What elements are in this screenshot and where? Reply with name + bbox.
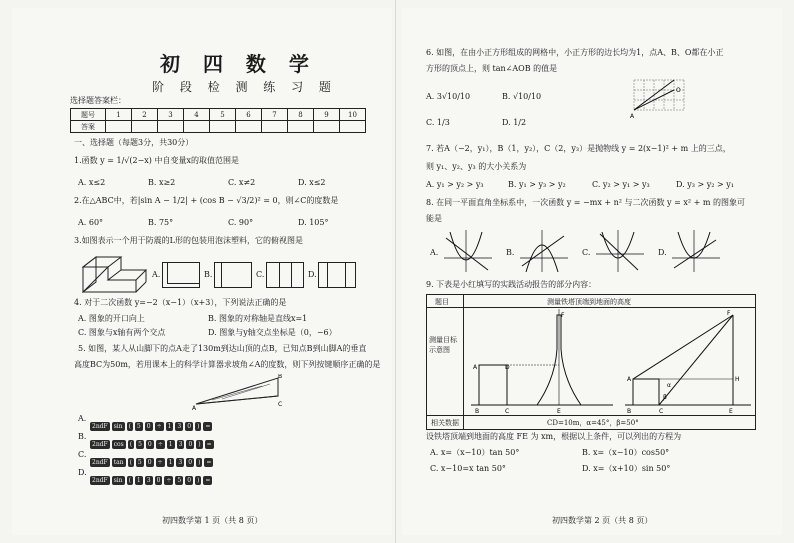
calc-key: 0 <box>147 459 152 466</box>
calc-key: ÷ <box>157 441 163 448</box>
q1-option-d: D. x≤2 <box>298 178 326 187</box>
calc-key: cos <box>113 441 124 448</box>
calc-key: 5 <box>177 477 182 484</box>
calc-key: = <box>205 423 211 430</box>
q8-graph-b <box>518 228 570 274</box>
page-1 <box>12 8 392 535</box>
tower-diagram <box>467 309 617 413</box>
calc-key: 3 <box>177 423 182 430</box>
answer-cell[interactable] <box>288 121 314 133</box>
calc-key: = <box>206 459 212 466</box>
q9-option-a: A. x=（x−10）tan 50° <box>430 448 520 457</box>
section-heading: 一、选择题（每题3分，共30分） <box>74 138 194 147</box>
answer-cell[interactable] <box>184 121 210 133</box>
q6-option-d: D. 1/2 <box>502 118 527 127</box>
question-3: 3.如图表示一个用于防震的L形的包装用泡沫塑料，它的俯视图是 <box>74 236 303 245</box>
svg-text:F: F <box>727 310 731 317</box>
calc-key: 2ndF <box>92 477 108 484</box>
q8-option-d: D. <box>658 248 667 257</box>
calc-key: ( <box>129 459 132 466</box>
question-4: 4. 对于二次函数 y=−2（x−1）（x+3），下列说法正确的是 <box>74 298 287 307</box>
svg-text:B: B <box>627 408 632 413</box>
calc-key: 3 <box>178 441 183 448</box>
q2-option-b: B. 75° <box>148 218 174 227</box>
calc-key: 5 <box>138 441 142 448</box>
calc-key: ) <box>197 423 200 430</box>
calc-key: 2ndF <box>92 459 108 466</box>
calc-key: ( <box>128 477 131 484</box>
q7-option-c: C. y₂ > y₁ > y₃ <box>592 180 650 189</box>
calc-key: 5 <box>137 459 142 466</box>
q2-option-c: C. 90° <box>228 218 254 227</box>
calc-key: 0 <box>187 423 192 430</box>
report-table <box>426 294 756 430</box>
svg-text:A: A <box>627 376 632 383</box>
answer-cell[interactable] <box>210 121 236 133</box>
calc-key: 0 <box>187 477 192 484</box>
svg-text:α: α <box>667 382 671 389</box>
answer-cell[interactable] <box>236 121 262 133</box>
q9-option-b: B. x=（x−10）cos50° <box>582 448 670 457</box>
page-divider <box>395 0 396 543</box>
question-1: 1.函数 y = 1/√(2−x) 中自变量x的取值范围是 <box>74 156 239 165</box>
calc-key: 1 <box>168 459 173 466</box>
svg-text:A: A <box>192 405 197 410</box>
q6-option-c: C. 1/3 <box>426 118 450 127</box>
q5-keys-d <box>90 467 214 486</box>
q5-option-b: B. <box>78 432 87 441</box>
svg-text:β: β <box>663 394 667 401</box>
page-subtitle: 阶 段 检 测 练 习 题 <box>152 80 337 94</box>
q5-option-d: D. <box>78 468 87 477</box>
q9-option-d: D. x=（x+10）sin 50° <box>582 464 671 473</box>
q3-option-c: C. <box>256 270 265 279</box>
answer-sheet-label: 选择题答案栏： <box>70 96 126 105</box>
grid-figure <box>630 76 690 120</box>
slope-figure <box>192 374 288 410</box>
answer-cell[interactable] <box>106 121 132 133</box>
q1-option-a: A. x≤2 <box>78 178 106 187</box>
answer-table-answer-row: 答案 <box>71 121 366 133</box>
calc-key: 1 <box>167 423 172 430</box>
calc-key: 2ndF <box>92 441 108 448</box>
svg-text:B: B <box>278 374 283 380</box>
calc-key: = <box>206 441 212 448</box>
svg-text:B: B <box>475 408 480 413</box>
q8-graph-d <box>670 228 722 274</box>
q5-keys-c <box>90 449 215 468</box>
q6-option-b: B. √10/10 <box>502 92 542 101</box>
q8-option-a: A. <box>430 248 439 257</box>
question-7-line2: 则 y₁、y₂、y₃ 的大小关系为 <box>426 162 527 171</box>
svg-text:F: F <box>561 312 565 319</box>
question-8-line1: 8. 在同一平面直角坐标系中，一次函数 y = −mx + n² 与二次函数 y = x² + m 的图象可 <box>426 198 746 207</box>
q3-figure-b <box>214 262 252 288</box>
q5-option-c: C. <box>78 450 87 459</box>
q6-option-a: A. 3√10/10 <box>426 92 471 101</box>
question-6-line1: 6. 如图，在由小正方形组成的网格中，小正方形的边长均为1，点A、B、O都在小正 <box>426 48 724 57</box>
question-7: 7. 若A（−2，y₁），B（1，y₂），C（2，y₃）是抛物线 y = 2(x−1)² + m 上的三点， <box>426 144 731 153</box>
answer-cell[interactable] <box>158 121 184 133</box>
q5-option-a: A. <box>78 414 87 423</box>
q4-option-a: A. 图象的开口向上 <box>78 314 145 323</box>
q8-option-b: B. <box>506 248 515 257</box>
q8-graph-a <box>442 228 494 274</box>
table-data: CD=10m，α=45°，β=50° <box>547 419 639 427</box>
q2-option-d: D. 105° <box>298 218 329 227</box>
question-5-line2: 高度BC为50m，若用课本上的科学计算器求坡角∠A的度数，则下列按键顺序正确的是 <box>74 360 381 369</box>
calc-key: 0 <box>146 423 151 430</box>
calc-key: 5 <box>136 423 141 430</box>
q9-option-c: C. x−10=x tan 50° <box>430 464 506 473</box>
svg-text:C: C <box>505 408 510 413</box>
calc-key: 0 <box>147 441 152 448</box>
q3-option-d: D. <box>308 270 317 279</box>
l-shape-figure <box>78 252 148 296</box>
table-diagram-label: 测量目标示意图 <box>429 336 457 354</box>
q7-option-a: A. y₁ > y₂ > y₃ <box>426 180 484 189</box>
calc-key: = <box>205 477 211 484</box>
q3-figure-a <box>162 262 200 288</box>
svg-text:O: O <box>676 87 681 94</box>
calc-key: 3 <box>146 477 151 484</box>
svg-text:A: A <box>630 113 635 120</box>
q4-option-d: D. 图象与y轴交点坐标是（0，−6） <box>208 328 337 337</box>
q2-option-a: A. 60° <box>78 218 104 227</box>
calc-key: ÷ <box>157 459 163 466</box>
svg-text:A: A <box>473 364 478 371</box>
svg-text:H: H <box>735 376 740 383</box>
q5-keys-b <box>90 431 216 450</box>
svg-text:D: D <box>505 364 510 371</box>
page-2 <box>402 8 782 535</box>
calc-key: ) <box>197 477 200 484</box>
q3-option-a: A. <box>152 270 161 279</box>
q8-option-c: C. <box>582 248 591 257</box>
answer-cell[interactable] <box>132 121 158 133</box>
q4-option-b: B. 图象的对称轴是直线x=1 <box>208 314 308 323</box>
q5-keys-a <box>90 413 214 432</box>
page-footer: 初四数学第 2 页（共 8 页） <box>552 516 653 525</box>
calc-key: ) <box>198 459 201 466</box>
page-footer: 初四数学第 1 页（共 8 页） <box>162 516 263 525</box>
calc-key: ( <box>129 441 133 448</box>
q7-option-d: D. y₃ > y₂ > y₁ <box>676 180 734 189</box>
calc-key: ( <box>128 423 131 430</box>
q4-option-c: C. 图象与x轴有两个交点 <box>78 328 166 337</box>
svg-text:C: C <box>278 401 283 408</box>
q1-option-c: C. x≠2 <box>228 178 256 187</box>
question-6-line2: 方形的顶点上，则 tan∠AOB 的值是 <box>426 64 558 73</box>
q3-option-b: B. <box>204 270 213 279</box>
question-2: 2.在△ABC中，若|sin A − 1/2| + (cos B − √3/2)² = 0，则∠C的度数是 <box>74 196 339 205</box>
answer-cell[interactable] <box>262 121 288 133</box>
page-title: 初 四 数 学 <box>160 52 317 76</box>
table-data-label: 相关数据 <box>431 419 459 427</box>
triangle-diagram <box>623 309 753 413</box>
question-9: 9. 下表是小红填写的实践活动报告的部分内容： <box>426 280 597 289</box>
calc-key: ÷ <box>166 477 172 484</box>
q3-figure-d <box>318 262 356 288</box>
calc-key: 2ndF <box>92 423 108 430</box>
answer-cell[interactable] <box>314 121 340 133</box>
q8-graph-c <box>594 228 646 274</box>
calc-key: ÷ <box>156 423 162 430</box>
calc-key: 1 <box>136 477 141 484</box>
calc-key: tan <box>113 459 124 466</box>
answer-table-header-row: 题号 1 2 3 4 5 6 7 8 9 10 <box>71 109 366 121</box>
calc-key: 1 <box>168 441 173 448</box>
calc-key: sin <box>113 423 123 430</box>
question-9-line2: 设铁塔顶端到地面的高度 FE 为 xm，根据以上条件，可以列出的方程为 <box>426 432 682 441</box>
q3-figure-c <box>266 262 304 288</box>
calc-key: 0 <box>188 441 193 448</box>
answer-cell[interactable] <box>340 121 366 133</box>
question-5-line1: 5. 如图，某人从山脚下的点A走了130m到达山顶的点B，已知点B到山脚A的垂直 <box>78 344 367 353</box>
table-topic-label: 题目 <box>435 298 449 306</box>
table-topic: 测量铁塔顶端到地面的高度 <box>547 298 631 306</box>
question-8-line2: 能是 <box>426 214 442 223</box>
svg-text:E: E <box>729 408 733 413</box>
calc-key: 0 <box>156 477 161 484</box>
q7-option-b: B. y₁ > y₃ > y₂ <box>508 180 566 189</box>
calc-key: 0 <box>188 459 193 466</box>
calc-key: ) <box>198 441 201 448</box>
calc-key: sin <box>113 477 123 484</box>
svg-text:E: E <box>557 408 561 413</box>
answer-table <box>70 108 366 133</box>
svg-text:C: C <box>659 408 664 413</box>
calc-key: 3 <box>178 459 183 466</box>
q1-option-b: B. x≥2 <box>148 178 176 187</box>
